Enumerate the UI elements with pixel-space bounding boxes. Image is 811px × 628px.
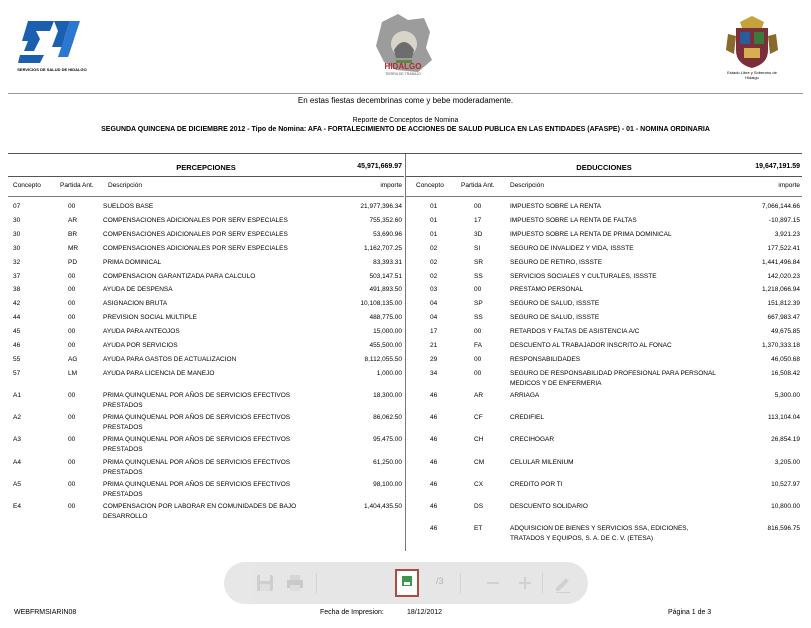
descripcion-cell: SEGURO DE SALUD, ISSSTE	[510, 300, 600, 307]
descripcion-cell: AYUDA POR SERVICIOS	[103, 342, 178, 349]
importe-cell: 142,020.23	[767, 273, 800, 280]
page-number: Página 1 de 3	[668, 609, 712, 616]
concepto-cell: 02	[430, 245, 438, 252]
concepto-cell: 37	[13, 273, 21, 280]
partida-cell: CM	[474, 459, 485, 466]
concepto-cell: 34	[430, 370, 438, 377]
descripcion-cell: COMPENSACION GARANTIZADA PARA CALCULO	[103, 273, 256, 280]
descripcion-cell: PRIMA QUINQUENAL POR AÑOS DE SERVICIOS EFECTIVOS PRESTADOS	[103, 436, 291, 453]
partida-cell: BR	[68, 231, 78, 238]
concepto-cell: 46	[430, 503, 438, 510]
partida-cell: 3D	[474, 231, 483, 238]
descripcion-cell: RESPONSABILIDADES	[510, 356, 581, 363]
concepto-cell: 44	[13, 314, 21, 321]
partida-cell: 00	[68, 300, 76, 307]
sign-icon[interactable]	[552, 572, 574, 594]
partida-cell: SP	[474, 300, 483, 307]
descripcion-cell: COMPENSACIONES ADICIONALES POR SERV ESPECIALES	[103, 231, 288, 238]
partida-cell: 00	[68, 392, 76, 399]
importe-cell: 46,050.68	[771, 356, 800, 363]
importe-cell: 8,112,055.50	[364, 356, 402, 363]
descripcion-cell: DESCUENTO AL TRABAJADOR INSCRITO AL FONAC	[510, 342, 672, 349]
deducciones-section	[406, 154, 802, 551]
center-logo-sub: TIERRA DE TRABAJO	[385, 72, 421, 76]
percepciones-total: 45,971,669.97	[357, 163, 402, 170]
concepto-cell: 46	[430, 436, 438, 443]
concepto-cell: 42	[13, 300, 21, 307]
descripcion-cell: PRIMA QUINQUENAL POR AÑOS DE SERVICIOS EFECTIVOS PRESTADOS	[103, 414, 291, 431]
partida-cell: 00	[68, 286, 76, 293]
importe-cell: 491,893.50	[369, 286, 402, 293]
importe-cell: 755,352.60	[369, 217, 402, 224]
payroll-concepts-table	[8, 153, 802, 551]
print-icon[interactable]	[284, 572, 306, 594]
partida-cell: 00	[68, 459, 76, 466]
importe-cell: 49,675.85	[771, 328, 800, 335]
concepto-cell: 46	[430, 525, 438, 532]
slogan: En estas fiestas decembrinas come y bebe moderadamente.	[297, 96, 514, 105]
descripcion-cell: CELULAR MILENIUM	[510, 459, 574, 466]
concepto-cell: 21	[430, 342, 438, 349]
zoom-in-icon[interactable]	[514, 572, 536, 594]
importe-cell: 816,596.75	[767, 525, 800, 532]
concepto-cell: 01	[430, 231, 438, 238]
partida-cell: 00	[68, 503, 76, 510]
partida-cell: 00	[68, 436, 76, 443]
center-logo-caption: HIDALGO	[384, 62, 422, 71]
partida-cell: 00	[68, 273, 76, 280]
left-logo-caption: SERVICIOS DE SALUD DE HIDALGO	[17, 67, 87, 72]
partida-cell: AR	[68, 217, 78, 224]
report-subtitle: SEGUNDA QUINCENA DE DICIEMBRE 2012 - Tipo de Nomina: AFA - FORTALECIMIENTO DE ACCIONES DE SALUD PUBLICA EN LAS ENTIDADES (AFASPE) - 01 - NOMINA ORDINARIA	[101, 126, 710, 133]
importe-cell: 98,100.00	[373, 481, 402, 488]
report-id: WEBFRMSIARIN08	[14, 609, 77, 616]
descripcion-cell: COMPENSACIONES ADICIONALES POR SERV ESPECIALES	[103, 217, 288, 224]
col-importe: importe	[778, 182, 800, 189]
importe-cell: 1,218,066.94	[762, 286, 800, 293]
concepto-cell: A4	[13, 459, 21, 466]
partida-cell: SR	[474, 259, 484, 266]
concepto-cell: 04	[430, 300, 438, 307]
descripcion-cell: AYUDA PARA GASTOS DE ACTUALIZACION	[103, 356, 237, 363]
concepto-cell: A1	[13, 392, 21, 399]
importe-cell: 455,500.00	[369, 342, 402, 349]
print-date-label: Fecha de Impresion:	[320, 609, 384, 616]
concepto-cell: 46	[430, 481, 438, 488]
importe-cell: 10,527.97	[771, 481, 800, 488]
partida-cell: MR	[68, 245, 79, 252]
importe-cell: 1,441,496.84	[762, 259, 800, 266]
partida-cell: 00	[474, 203, 482, 210]
col-descripcion: Descripción	[108, 182, 142, 189]
descripcion-cell: IMPUESTO SOBRE LA RENTA	[510, 203, 602, 210]
descripcion-cell: AYUDA PARA LICENCIA DE MANEJO	[103, 370, 215, 377]
importe-cell: 1,370,333.18	[762, 342, 800, 349]
descripcion-cell: IMPUESTO SOBRE LA RENTA DE FALTAS	[510, 217, 637, 224]
descripcion-cell: SEGURO DE RETIRO, ISSSTE	[510, 259, 603, 266]
percepciones-section	[8, 154, 404, 551]
partida-cell: AG	[68, 356, 78, 363]
importe-cell: 18,300.00	[373, 392, 402, 399]
concepto-cell: 17	[430, 328, 438, 335]
percepciones-header	[8, 154, 404, 177]
importe-cell: 10,800.00	[771, 503, 800, 510]
report-title: Reporte de Conceptos de Nomina	[352, 117, 459, 124]
concepto-cell: 46	[430, 414, 438, 421]
partida-cell: 00	[68, 481, 76, 488]
fit-page-icon[interactable]	[384, 568, 430, 600]
concepto-cell: 04	[430, 314, 438, 321]
partida-cell: 00	[68, 328, 76, 335]
partida-cell: SS	[474, 273, 483, 280]
importe-cell: 177,522.41	[767, 245, 800, 252]
descripcion-cell: AYUDA DE DESPENSA	[103, 286, 173, 293]
descripcion-cell: IMPUESTO SOBRE LA RENTA DE PRIMA DOMINICAL	[510, 231, 672, 238]
concepto-cell: 38	[13, 286, 21, 293]
concepto-cell: 30	[13, 245, 21, 252]
importe-cell: 3,205.00	[774, 459, 800, 466]
descripcion-cell: ASIGNACION BRUTA	[103, 300, 168, 307]
descripcion-cell: ADQUISICION DE BIENES Y SERVICIOS SSA, EDICIONES, TRATADOS Y EQUIPOS, S. A. DE C. V. (ETESA)	[510, 525, 689, 542]
importe-cell: 488,775.00	[369, 314, 402, 321]
pdf-viewer-toolbar	[224, 562, 588, 604]
concepto-cell: 07	[13, 203, 21, 210]
importe-cell: 3,921.23	[774, 231, 800, 238]
descripcion-cell: COMPENSACIONES ADICIONALES POR SERV ESPECIALES	[103, 245, 288, 252]
toolbar-divider	[460, 573, 461, 593]
print-date: 18/12/2012	[407, 609, 443, 616]
descripcion-cell: SEGURO DE INVALIDEZ Y VIDA, ISSSTE	[510, 245, 634, 252]
concepto-cell: E4	[13, 503, 21, 510]
importe-cell: 16,508.42	[771, 370, 800, 377]
concepto-cell: 30	[13, 231, 21, 238]
importe-cell: 83,393.31	[373, 259, 402, 266]
descripcion-cell: PRIMA QUINQUENAL POR AÑOS DE SERVICIOS EFECTIVOS PRESTADOS	[103, 459, 291, 476]
concepto-cell: 46	[430, 392, 438, 399]
partida-cell: 00	[68, 414, 76, 421]
toolbar-divider	[316, 573, 317, 593]
right-logo-caption: Estado Libre y Soberano de Hidalgo	[727, 70, 777, 80]
concepto-cell: 01	[430, 203, 438, 210]
partida-cell: SS	[474, 314, 483, 321]
concepto-cell: 02	[430, 259, 438, 266]
concepto-cell: 45	[13, 328, 21, 335]
importe-cell: -10,897.15	[768, 217, 800, 224]
col-partida: Partida Ant.	[461, 182, 495, 189]
descripcion-cell: PRIMA QUINQUENAL POR AÑOS DE SERVICIOS EFECTIVOS PRESTADOS	[103, 392, 291, 409]
concepto-cell: 32	[13, 259, 21, 266]
partida-cell: CF	[474, 414, 483, 421]
toolbar-divider	[542, 573, 543, 593]
descripcion-cell: CRECIHOGAR	[510, 436, 555, 443]
concepto-cell: 46	[13, 342, 21, 349]
concepto-cell: 30	[13, 217, 21, 224]
importe-cell: 86,062.50	[373, 414, 402, 421]
descripcion-cell: SUELDOS BASE	[103, 203, 154, 210]
save-icon[interactable]	[254, 572, 276, 594]
servicios-salud-hidalgo-logo	[14, 11, 90, 87]
partida-cell: 00	[68, 314, 76, 321]
importe-cell: 1,000.00	[376, 370, 402, 377]
descripcion-cell: AYUDA PARA ANTEOJOS	[103, 328, 180, 335]
concepto-cell: 02	[430, 273, 438, 280]
concepto-cell: 57	[13, 370, 21, 377]
importe-cell: 61,250.00	[373, 459, 402, 466]
partida-cell: AR	[474, 392, 484, 399]
importe-cell: 1,404,435.50	[364, 503, 402, 510]
importe-cell: 53,690.96	[373, 231, 402, 238]
col-descripcion: Descripción	[510, 182, 544, 189]
importe-cell: 26,854.19	[771, 436, 800, 443]
descripcion-cell: SEGURO DE SALUD, ISSSTE	[510, 314, 600, 321]
header-divider	[8, 93, 803, 94]
importe-cell: 113,104.04	[767, 414, 800, 421]
descripcion-cell: DESCUENTO SOLIDARIO	[510, 503, 588, 510]
descripcion-cell: ARRIAGA	[510, 392, 540, 399]
importe-cell: 151,812.39	[767, 300, 800, 307]
descripcion-cell: CREDIFIEL	[510, 414, 544, 421]
descripcion-cell: SEGURO DE RESPONSABILIDAD PROFESIONAL PARA PERSONAL MEDICOS Y DE ENFERMERIA	[510, 370, 716, 387]
importe-cell: 1,162,707.25	[364, 245, 402, 252]
partida-cell: 00	[474, 286, 482, 293]
concepto-cell: 46	[430, 459, 438, 466]
descripcion-cell: PRIMA DOMINICAL	[103, 259, 162, 266]
partida-cell: 00	[474, 356, 482, 363]
importe-cell: 95,475.00	[373, 436, 402, 443]
deducciones-title: DEDUCCIONES	[576, 163, 632, 172]
descripcion-cell: COMPENSACION POR LABORAR EN COMUNIDADES DE BAJO DESARROLLO	[103, 503, 297, 520]
deducciones-total: 19,647,191.59	[755, 163, 800, 170]
partida-cell: PD	[68, 259, 78, 266]
concepto-cell: 01	[430, 217, 438, 224]
importe-cell: 667,983.47	[767, 314, 800, 321]
page-counter: /3	[436, 576, 444, 586]
concepto-cell: A3	[13, 436, 21, 443]
descripcion-cell: SERVICIOS SOCIALES Y CULTURALES, ISSSTE	[510, 273, 657, 280]
importe-cell: 503,147.51	[369, 273, 402, 280]
concepto-cell: 55	[13, 356, 21, 363]
descripcion-cell: PRESTAMO PERSONAL	[510, 286, 584, 293]
percepciones-title: PERCEPCIONES	[176, 163, 236, 172]
concepto-cell: A5	[13, 481, 21, 488]
col-partida: Partida Ant.	[60, 182, 94, 189]
concepto-cell: 29	[430, 356, 438, 363]
deducciones-header	[406, 154, 802, 177]
importe-cell: 5,300.00	[774, 392, 800, 399]
partida-cell: DS	[474, 503, 484, 510]
col-concepto: Concepto	[416, 182, 444, 189]
importe-cell: 15,000.00	[373, 328, 402, 335]
descripcion-cell: CREDITO POR TI	[510, 481, 563, 488]
descripcion-cell: PREVISION SOCIAL MULTIPLE	[103, 314, 197, 321]
col-concepto: Concepto	[13, 182, 41, 189]
descripcion-cell: RETARDOS Y FALTAS DE ASISTENCIA A/C	[510, 328, 640, 335]
partida-cell: 00	[68, 342, 76, 349]
partida-cell: LM	[68, 370, 78, 377]
partida-cell: CH	[474, 436, 484, 443]
concepto-cell: A2	[13, 414, 21, 421]
col-divider	[8, 196, 404, 197]
partida-cell: 00	[474, 328, 482, 335]
partida-cell: FA	[474, 342, 482, 349]
partida-cell: SI	[474, 245, 481, 252]
partida-cell: ET	[474, 525, 483, 532]
descripcion-cell: PRIMA QUINQUENAL POR AÑOS DE SERVICIOS EFECTIVOS PRESTADOS	[103, 481, 291, 498]
partida-cell: 17	[474, 217, 482, 224]
zoom-out-icon[interactable]	[482, 572, 504, 594]
col-divider	[406, 196, 802, 197]
partida-cell: CX	[474, 481, 484, 488]
partida-cell: 00	[474, 370, 482, 377]
importe-cell: 7,066,144.66	[762, 203, 800, 210]
importe-cell: 21,977,396.34	[360, 203, 402, 210]
col-importe: importe	[380, 182, 402, 189]
partida-cell: 00	[68, 203, 76, 210]
hidalgo-emblem-logo	[368, 12, 438, 88]
state-coat-of-arms-logo	[722, 14, 782, 90]
concepto-cell: 03	[430, 286, 438, 293]
importe-cell: 10,108,135.00	[360, 300, 402, 307]
